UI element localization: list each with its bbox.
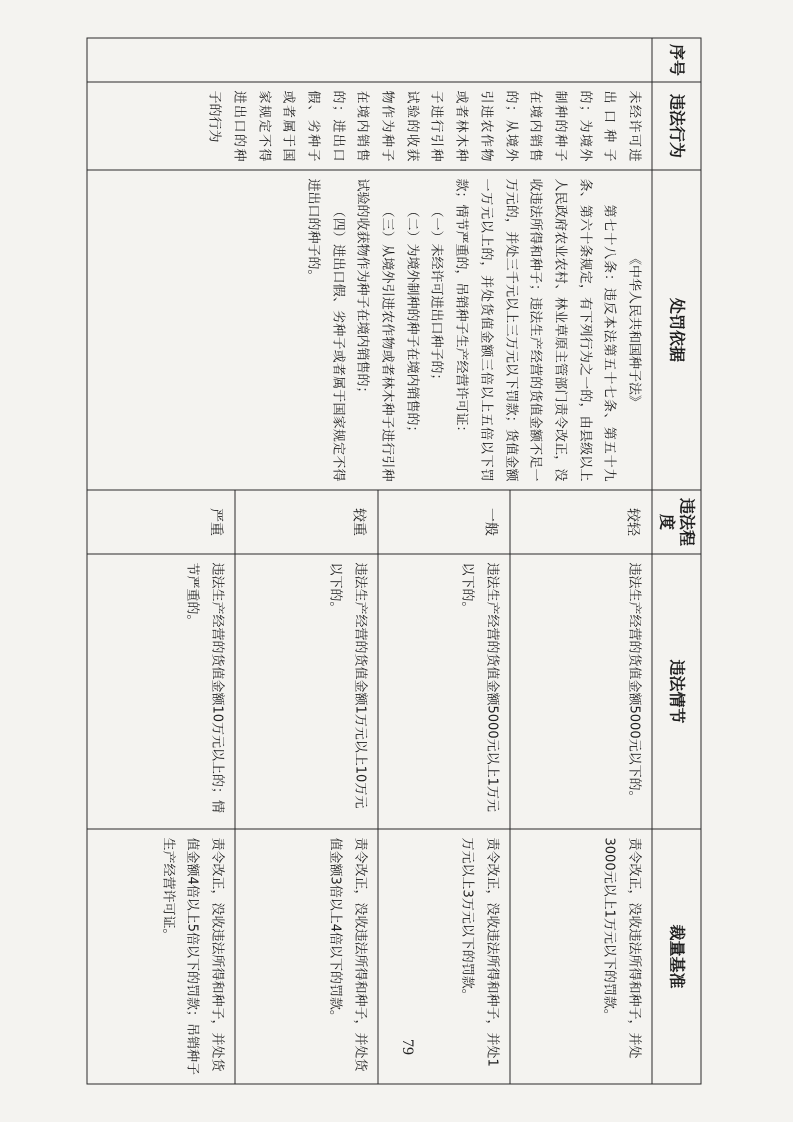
circumstance-text: 违法生产经营的货值金额1万元以上10万元以下的。 — [235, 554, 378, 829]
header-degree: 违法程度 — [652, 490, 701, 554]
standard-text: 责令改正，没收违法所得和种子，并处1万元以上3万元以下的罚款。 — [378, 829, 510, 1084]
circumstance-text: 违法生产经营的货值金额5000元以上1万元以下的。 — [378, 554, 510, 829]
table-row — [510, 38, 652, 1084]
basis-item: （二）为境外制种的种子在境内销售的； — [404, 204, 420, 439]
basis-item: （三）从境外引进农作物或者林木种子进行引种试验的收获物作为种子在境内销售的； — [354, 178, 395, 482]
header-num: 序号 — [652, 38, 701, 82]
rotated-page — [93, 38, 702, 1084]
penalty-table — [87, 38, 702, 1085]
header-basis: 处罚依据 — [652, 170, 701, 490]
degree-level: 一般 — [378, 490, 510, 554]
circumstance-text: 违法生产经营的货值金额10万元以上的；情节严重的。 — [87, 554, 235, 829]
law-title: 《中华人民共和国种子法》 — [626, 251, 642, 408]
penalty-basis — [87, 170, 652, 490]
article-text: 第七十八条：违反本法第五十七条、第五十九条、第六十条规定，有下列行为之一的，由县级以上人民政府农业农村、林业草原主管部门责令改正，没收违法所得和种子；违法生产经营的货值金额不足一万元的，并处三千元以上三万元以下罚款；货值金额一万元以上的，并处货值金额三倍以上五倍以下罚款；情节严重的，吊销种子生产经营许可证： — [453, 178, 617, 482]
standard-text: 责令改正，没收违法所得和种子，并处货值金额3倍以上4倍以下的罚款。 — [235, 829, 378, 1084]
row-number — [87, 38, 652, 82]
degree-level: 较轻 — [510, 490, 652, 554]
degree-level: 严重 — [87, 490, 235, 554]
violation-behavior: 未经许可进出口种子的；为境外制种的种子在境内销售的；从境外引进农作物或者林木种子进行引种试验的收获物作为种子在境内销售的；进出口假、劣种子或者属于国家规定不得进出口的种子的行为 — [87, 82, 652, 170]
header-circumstance: 违法情节 — [652, 554, 701, 829]
degree-level: 较重 — [235, 490, 378, 554]
header-row — [652, 38, 701, 1084]
page-number: 79 — [399, 1039, 416, 1055]
standard-text: 责令改正，没收违法所得和种子，并处货值金额4倍以上5倍以下的罚款；吊销种子生产经营许可证。 — [87, 829, 235, 1084]
header-behavior: 违法行为 — [652, 82, 701, 170]
basis-item: （四）进出口假、劣种子或者属于国家规定不得进出口的种子的。 — [305, 178, 346, 482]
standard-text: 责令改正，没收违法所得和种子，并处3000元以上1万元以下的罚款。 — [510, 829, 652, 1084]
basis-item: （一）未经许可进出口种子的； — [429, 204, 444, 387]
circumstance-text: 违法生产经营的货值金额5000元以下的。 — [510, 554, 652, 829]
header-standard: 裁量基准 — [652, 829, 701, 1084]
